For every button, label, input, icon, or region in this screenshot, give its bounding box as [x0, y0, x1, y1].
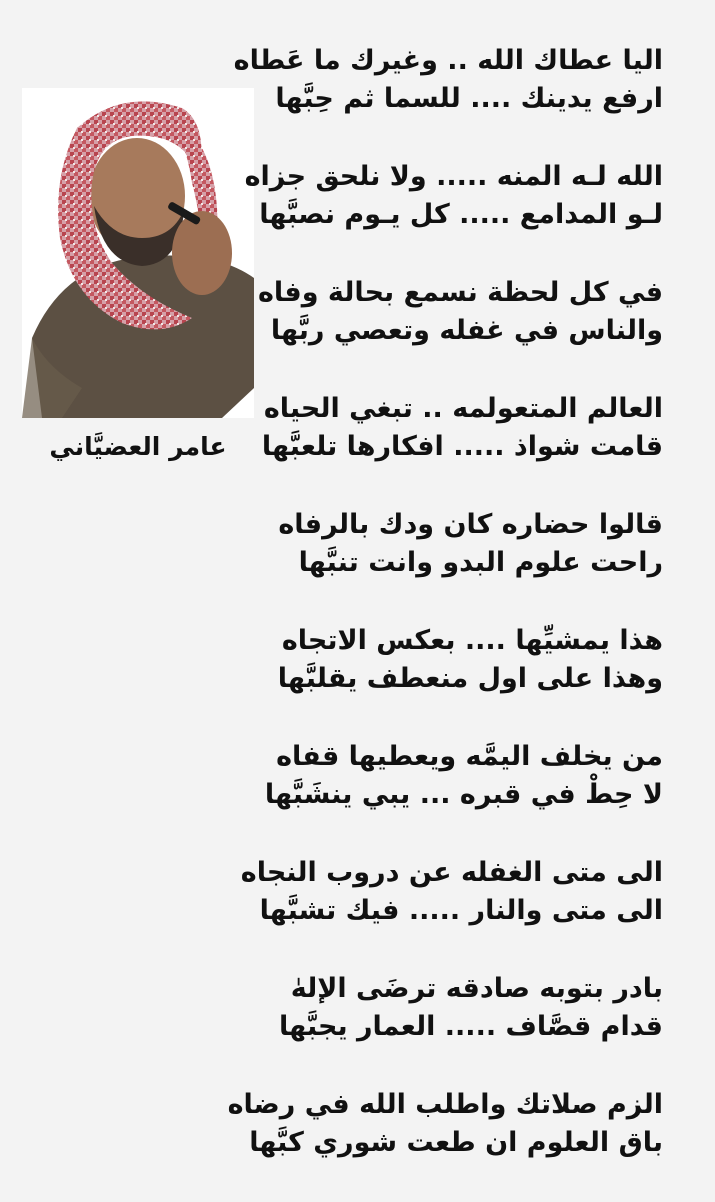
- verse-line: قامت شواذ ..... افكارها تلعبَّها: [261, 431, 663, 462]
- verse-line: راحت علوم البدو وانت تنبَّها: [298, 547, 663, 578]
- verse-line: وهذا على اول منعطف يقلبَّها: [277, 663, 663, 694]
- poem: [227, 42, 663, 1202]
- verse-line: اليا عطاك الله .. وغيرك ما عَطاه: [233, 45, 663, 76]
- verse-line: الله لـه المنه ..... ولا نلحق جزاه: [244, 161, 663, 192]
- author-photo: [22, 88, 254, 418]
- verse-line: الى متى الغفله عن دروب النجاه: [240, 857, 663, 888]
- verse-line: لا حِطْ في قبره ... يبي ينشَبَّها: [264, 779, 663, 810]
- verse-line: والناس في غفله وتعصي ربَّها: [270, 315, 663, 346]
- stanza: [244, 158, 663, 274]
- verse-line: في كل لحظة نسمع بحالة وفاه: [257, 277, 663, 308]
- stanza: [257, 274, 663, 390]
- verse-line: ارفع يدينك .... للسما ثم حِبَّها: [275, 83, 663, 114]
- verse-line: لـو المدامع ..... كل يـوم نصبَّها: [259, 199, 663, 230]
- verse-line: هذا يمشيِّها .... بعكس الاتجاه: [281, 625, 663, 656]
- stanza: [233, 42, 663, 158]
- verse-line: باق العلوم ان طعت شوري كبَّها: [249, 1127, 663, 1158]
- verse-line: الزم صلاتك واطلب الله في رضاه: [227, 1089, 663, 1120]
- stanza: [263, 970, 663, 1086]
- stanza: [240, 854, 663, 970]
- verse-line: قدام قصَّاف ..... العمار يجبَّها: [279, 1011, 663, 1042]
- stanza: [263, 390, 663, 506]
- verse-line: العالم المتعولمه .. تبغي الحياه: [263, 393, 663, 424]
- author-name: عامر العضيَّاني: [49, 432, 227, 461]
- verse-line: بادر بتوبه صادقه ترضَى الإلهٰ: [290, 973, 663, 1004]
- stanza: [263, 738, 663, 854]
- stanza: [227, 1086, 663, 1202]
- verse-line: الى متى والنار ..... فيك تشبَّها: [259, 895, 663, 926]
- verse-line: قالوا حضاره كان ودك بالرفاه: [278, 509, 663, 540]
- stanza: [263, 506, 663, 622]
- stanza: [263, 622, 663, 738]
- verse-line: من يخلف اليمَّه ويعطيها قفاه: [276, 741, 663, 772]
